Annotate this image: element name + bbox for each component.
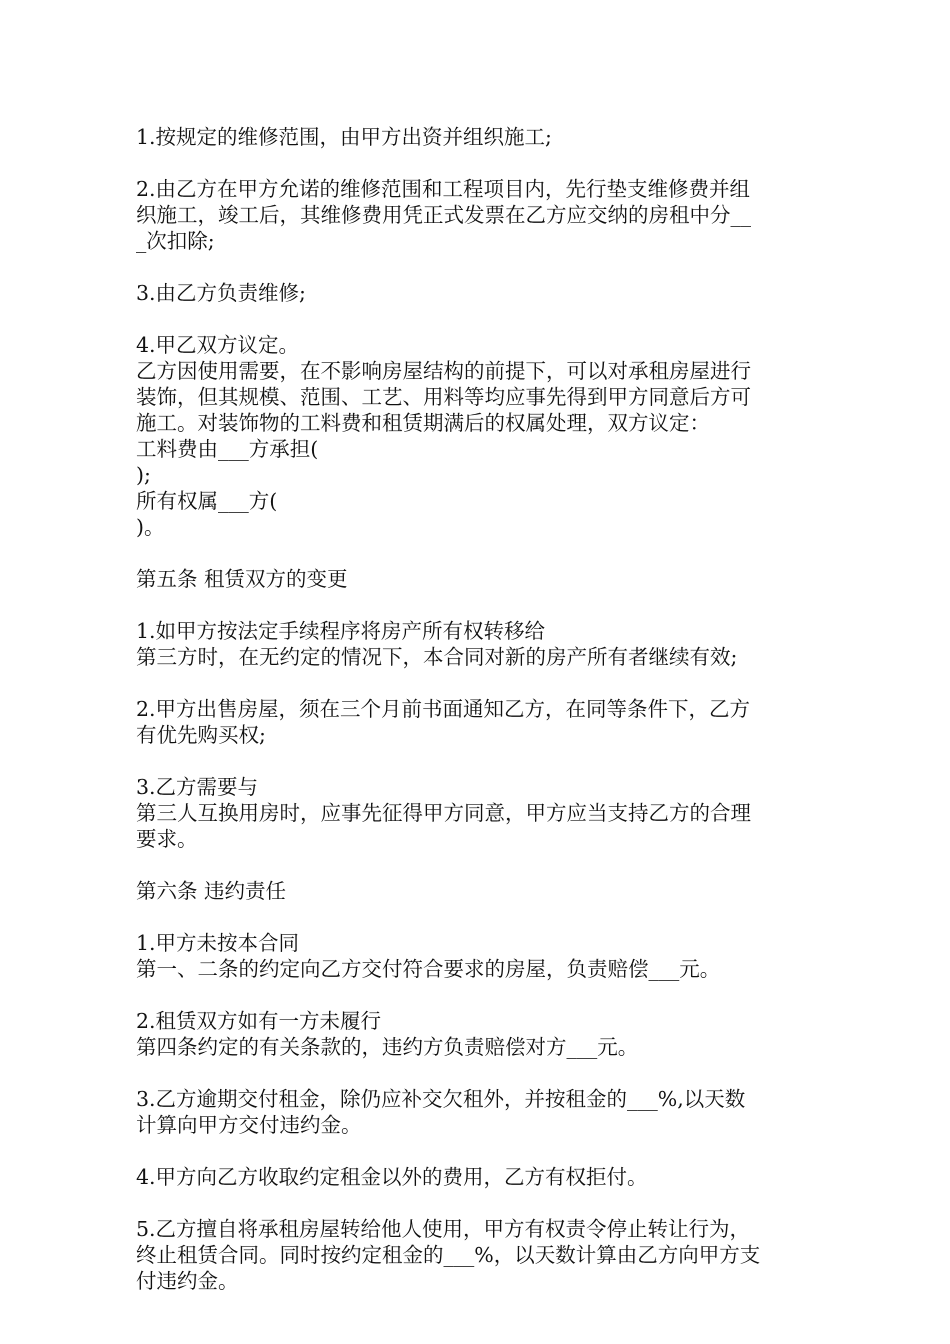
paragraph (136, 1164, 816, 1190)
text-line: )。 (136, 515, 165, 539)
text-line: 第三方时，在无约定的情况下，本合同对新的房产所有者继续有效; (136, 645, 738, 669)
paragraph-spacer (136, 748, 816, 774)
text-line: ); (136, 463, 151, 487)
paragraph-spacer (136, 150, 816, 176)
text-line: 4.甲方向乙方收取约定租金以外的费用，乙方有权拒付。 (136, 1165, 648, 1189)
text-line: 所有权属___方( (136, 489, 278, 513)
paragraph-spacer (136, 306, 816, 332)
text-line: 工料费由___方承担( (136, 437, 319, 461)
text-line: 1.甲方未按本合同 (136, 931, 300, 955)
text-line: 装饰，但其规模、范围、工艺、用料等均应事先得到甲方同意后方可 (136, 385, 751, 409)
text-line: 3.乙方逾期交付租金，除仍应补交欠租外，并按租金的___%,以天数 (136, 1087, 746, 1111)
paragraph-spacer (136, 254, 816, 280)
text-line: 3.由乙方负责维修; (136, 281, 306, 305)
paragraph (136, 176, 816, 254)
paragraph (136, 1086, 816, 1138)
text-line: 有优先购买权; (136, 723, 266, 747)
paragraph (136, 774, 816, 852)
text-line: 付违约金。 (136, 1269, 239, 1293)
text-line: 终止租赁合同。同时按约定租金的___%，以天数计算由乙方向甲方支 (136, 1243, 761, 1267)
text-line: 乙方因使用需要，在不影响房屋结构的前提下，可以对承租房屋进行 (136, 359, 751, 383)
paragraph-spacer (136, 904, 816, 930)
text-line: 3.乙方需要与 (136, 775, 259, 799)
paragraph (136, 618, 816, 670)
paragraph (136, 280, 816, 306)
paragraph-spacer (136, 540, 816, 566)
paragraph (136, 566, 816, 592)
text-line: 1.如甲方按法定手续程序将房产所有权转移给 (136, 619, 546, 643)
text-line: 第一、二条的约定向乙方交付符合要求的房屋，负责赔偿___元。 (136, 957, 721, 981)
text-line: 4.甲乙双方议定。 (136, 333, 300, 357)
paragraph (136, 124, 816, 150)
text-line: 2.租赁双方如有一方未履行 (136, 1009, 382, 1033)
paragraph (136, 1008, 816, 1060)
text-line: 施工。对装饰物的工料费和租赁期满后的权属处理，双方议定： (136, 411, 710, 435)
paragraph-spacer (136, 852, 816, 878)
paragraph (136, 930, 816, 982)
paragraph-spacer (136, 982, 816, 1008)
text-line: 第三人互换用房时，应事先征得甲方同意，甲方应当支持乙方的合理 (136, 801, 751, 825)
text-line: 第六条 违约责任 (136, 879, 287, 903)
text-line: 1.按规定的维修范围，由甲方出资并组织施工; (136, 125, 552, 149)
paragraph-spacer (136, 1060, 816, 1086)
text-line: 计算向甲方交付违约金。 (136, 1113, 362, 1137)
text-line: 2.由乙方在甲方允诺的维修范围和工程项目内，先行垫支维修费并组 (136, 177, 751, 201)
paragraph (136, 1216, 816, 1294)
text-line: 第四条约定的有关条款的，违约方负责赔偿对方___元。 (136, 1035, 639, 1059)
paragraph-spacer (136, 592, 816, 618)
text-line: _次扣除; (136, 229, 215, 253)
paragraph (136, 332, 816, 540)
paragraph-spacer (136, 1190, 816, 1216)
text-line: 5.乙方擅自将承租房屋转给他人使用，甲方有权责令停止转让行为， (136, 1217, 751, 1241)
paragraph (136, 696, 816, 748)
text-line: 要求。 (136, 827, 198, 851)
text-line: 2.甲方出售房屋，须在三个月前书面通知乙方，在同等条件下，乙方 (136, 697, 751, 721)
text-line: 织施工，竣工后，其维修费用凭正式发票在乙方应交纳的房租中分__ (136, 203, 751, 227)
document-body (136, 124, 816, 1294)
paragraph-spacer (136, 670, 816, 696)
text-line: 第五条 租赁双方的变更 (136, 567, 348, 591)
paragraph (136, 878, 816, 904)
paragraph-spacer (136, 1138, 816, 1164)
